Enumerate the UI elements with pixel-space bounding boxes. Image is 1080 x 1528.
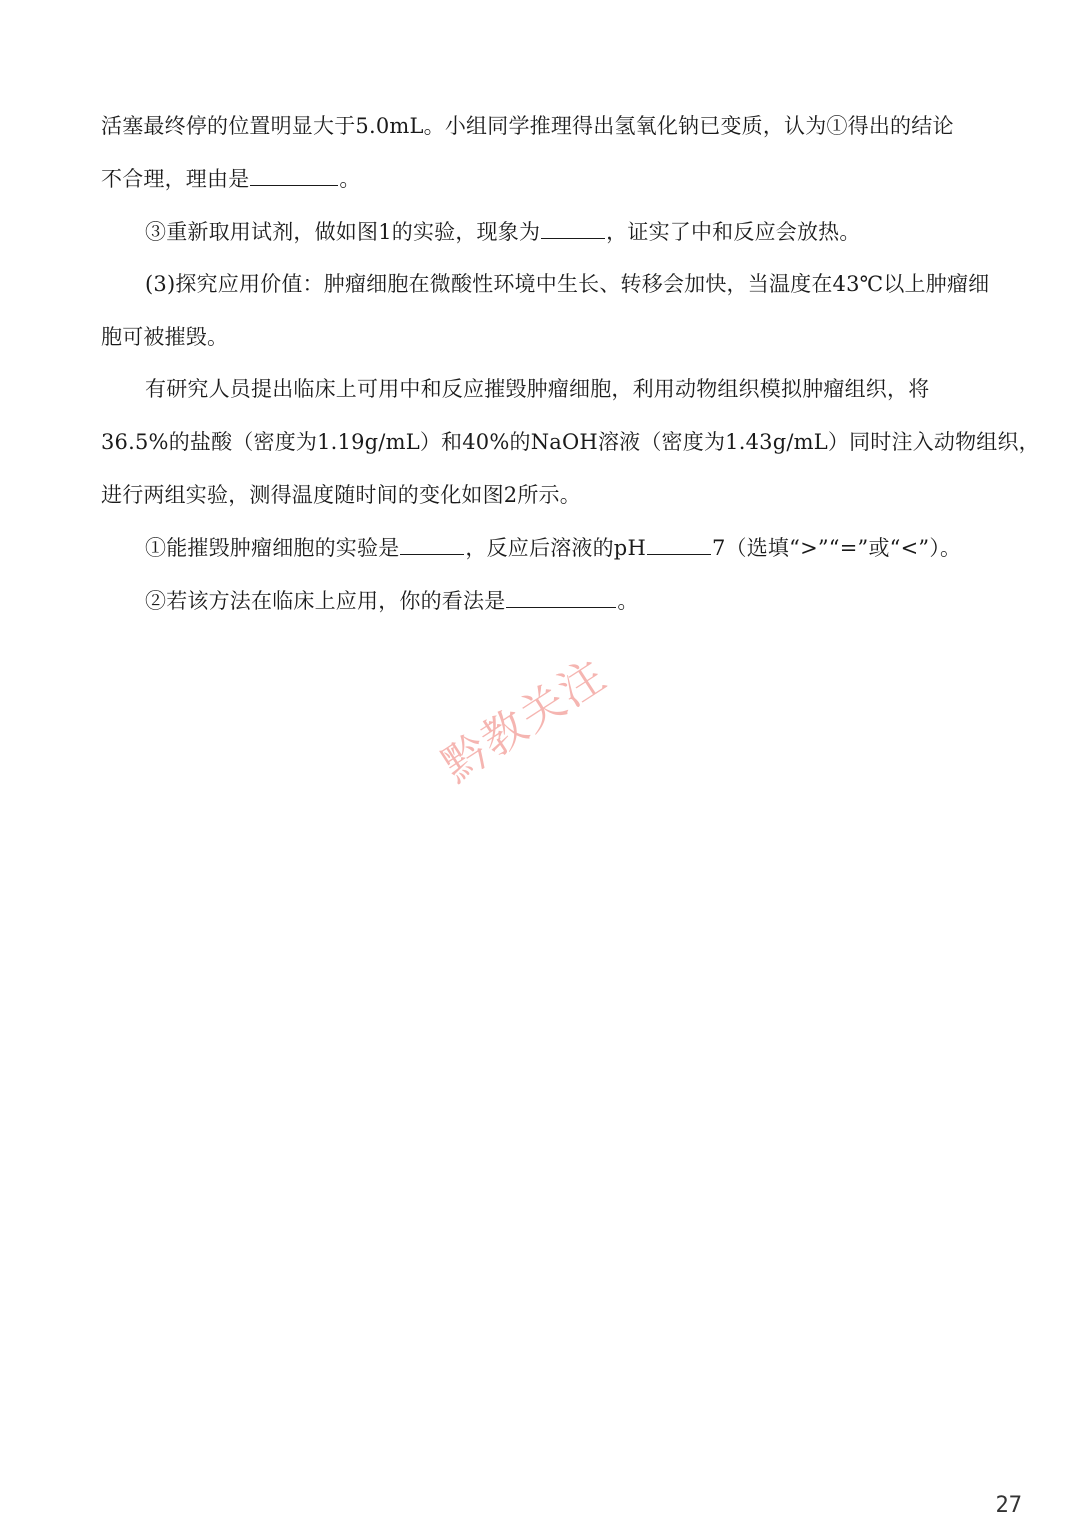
text: ①能摧毁肿瘤细胞的实验是 — [145, 536, 400, 560]
paragraph-line — [145, 269, 989, 299]
text: ②若该方法在临床上应用，你的看法是 — [145, 589, 506, 613]
text: 进行两组实验，测得温度随时间的变化如图2所示。 — [101, 483, 581, 507]
paragraph-line — [145, 532, 961, 563]
answer-blank — [541, 216, 605, 239]
text: 活塞最终停的位置明显大于5.0mL。小组同学推理得出氢氧化钠已变质，认为①得出的结论 — [101, 114, 954, 138]
paragraph-line — [145, 216, 861, 247]
text: ，证实了中和反应会放热。 — [606, 220, 861, 244]
paragraph-line — [101, 480, 581, 510]
answer-blank — [506, 585, 616, 608]
text: 。 — [339, 167, 361, 191]
text: ③重新取用试剂，做如图1的实验，现象为 — [145, 220, 541, 244]
text: 不合理，理由是 — [101, 167, 250, 191]
paragraph-line — [101, 163, 361, 194]
paragraph-line — [101, 427, 1040, 457]
answer-blank — [250, 163, 338, 186]
watermark: 黔教关注 — [433, 649, 616, 793]
paragraph-line — [145, 585, 639, 616]
text: 7（选填“>”“=”或“<”）。 — [711, 536, 962, 560]
text: 有研究人员提出临床上可用中和反应摧毁肿瘤细胞，利用动物组织模拟肿瘤组织，将 — [145, 377, 930, 401]
page-number: 27 — [995, 1493, 1022, 1518]
text: 36.5%的盐酸（密度为1.19g/mL）和40%的NaOH溶液（密度为1.43g/mL）同时注入动物组织， — [101, 430, 1040, 454]
text: (3)探究应用价值：肿瘤细胞在微酸性环境中生长、转移会加快，当温度在43℃以上肿瘤细 — [145, 272, 990, 296]
text: 。 — [617, 589, 639, 613]
text: 胞可被摧毁。 — [101, 325, 229, 349]
paragraph-line — [145, 374, 929, 404]
text: ，反应后溶液的pH — [465, 536, 646, 560]
answer-blank — [400, 532, 464, 555]
paragraph-line — [101, 111, 954, 141]
answer-blank — [647, 532, 711, 555]
paragraph-line — [101, 322, 228, 352]
